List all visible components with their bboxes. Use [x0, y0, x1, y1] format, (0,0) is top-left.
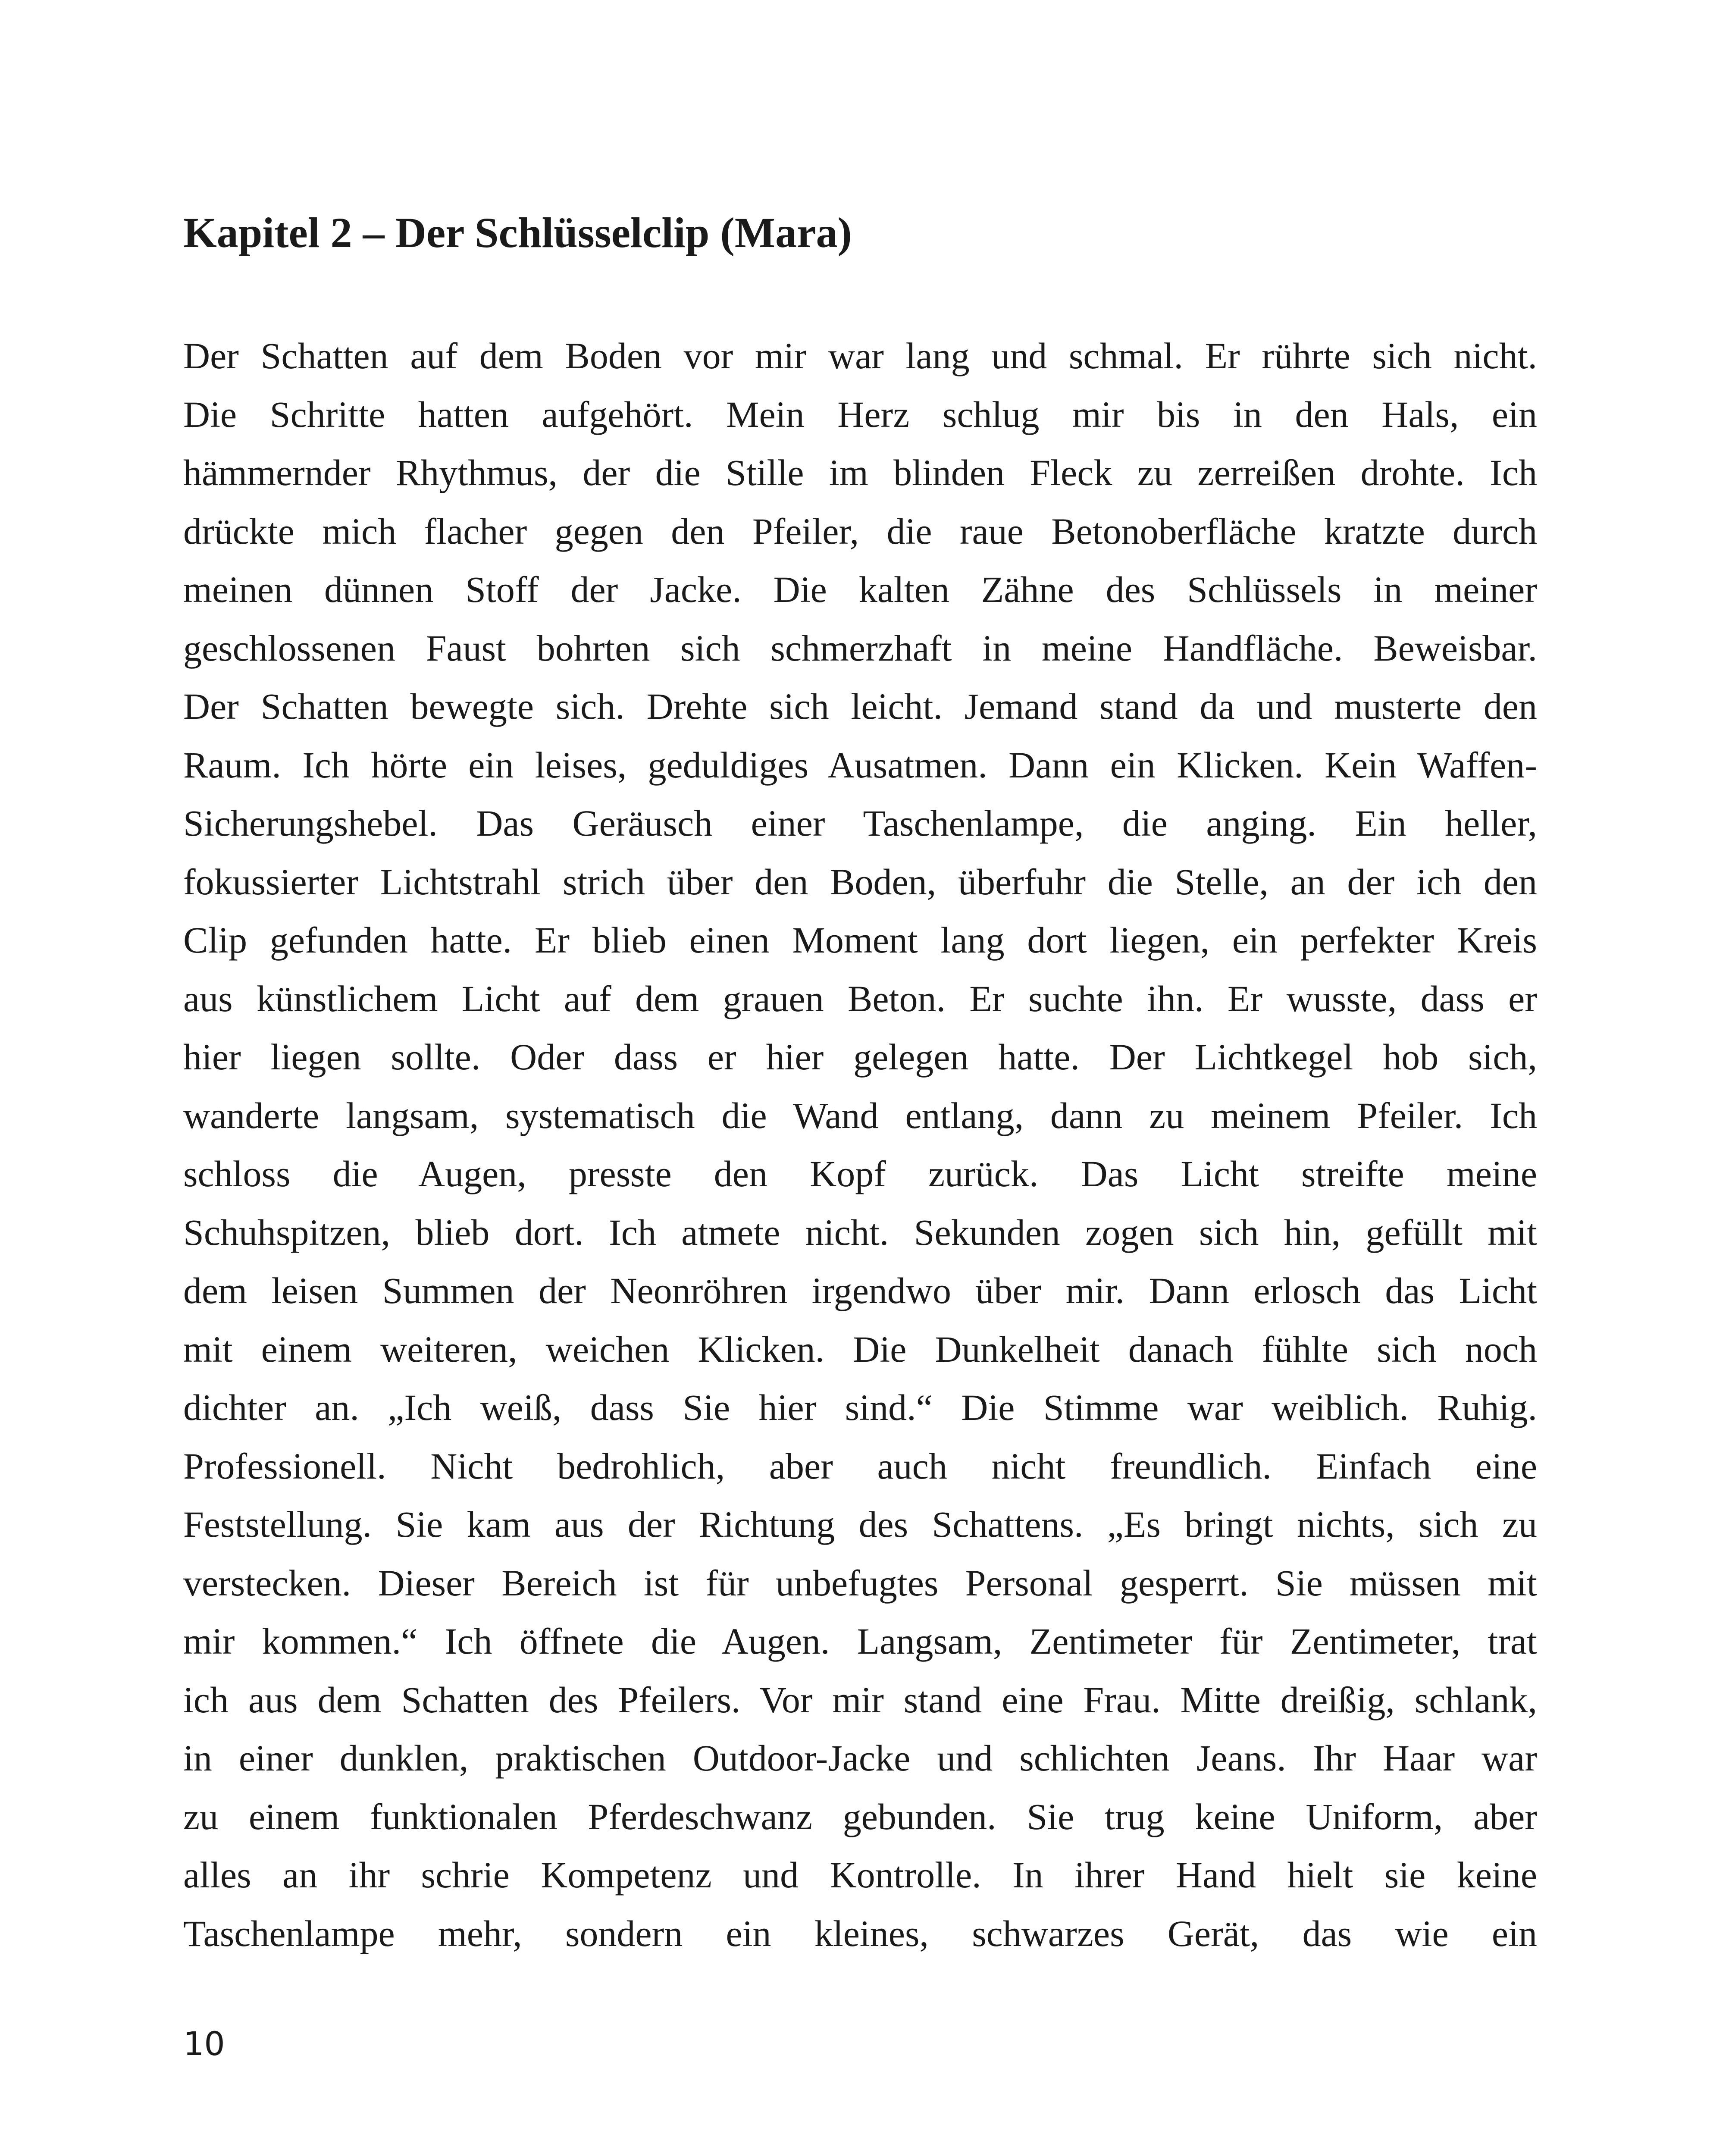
- text-line: Taschenlampe mehr, sondern ein kleines, schwarzes Gerät, das wie ein: [183, 1912, 1537, 1954]
- text-line: alles an ihr schrie Kompetenz und Kontrolle. In ihrer Hand hielt sie keine: [183, 1854, 1537, 1896]
- text-line: Feststellung. Sie kam aus der Richtung des Schattens. „Es bringt nichts, sich zu: [183, 1504, 1537, 1545]
- text-line: Professionell. Nicht bedrohlich, aber auch nicht freundlich. Einfach eine: [183, 1445, 1537, 1487]
- text-line: verstecken. Dieser Bereich ist für unbefugtes Personal gesperrt. Sie müssen mit: [183, 1562, 1537, 1604]
- text-line: drückte mich flacher gegen den Pfeiler, die raue Betonoberfläche kratzte durch: [183, 510, 1537, 552]
- text-line: Die Schritte hatten aufgehört. Mein Herz schlug mir bis in den Hals, ein: [183, 393, 1537, 435]
- text-line: Clip gefunden hatte. Er blieb einen Moment lang dort liegen, ein perfekter Kreis: [183, 919, 1537, 961]
- chapter-title: Kapitel 2 – Der Schlüsselclip (Mara): [183, 209, 852, 257]
- page-number: 10: [183, 2024, 225, 2063]
- text-line: Raum. Ich hörte ein leises, geduldiges Ausatmen. Dann ein Klicken. Kein Waffen-: [183, 744, 1537, 786]
- text-line: fokussierter Lichtstrahl strich über den Boden, überfuhr die Stelle, an der ich den: [183, 861, 1537, 903]
- text-line: meinen dünnen Stoff der Jacke. Die kalten Zähne des Schlüssels in meiner: [183, 569, 1537, 610]
- text-line: hier liegen sollte. Oder dass er hier gelegen hatte. Der Lichtkegel hob sich,: [183, 1036, 1537, 1078]
- text-line: zu einem funktionalen Pferdeschwanz gebunden. Sie trug keine Uniform, aber: [183, 1796, 1537, 1837]
- text-line: schloss die Augen, presste den Kopf zurück. Das Licht streifte meine: [183, 1153, 1537, 1194]
- text-line: ich aus dem Schatten des Pfeilers. Vor mir stand eine Frau. Mitte dreißig, schlank,: [183, 1679, 1537, 1720]
- text-line: aus künstlichem Licht auf dem grauen Beton. Er suchte ihn. Er wusste, dass er: [183, 978, 1537, 1019]
- body-text: [183, 327, 1537, 1963]
- text-line: Schuhspitzen, blieb dort. Ich atmete nicht. Sekunden zogen sich hin, gefüllt mit: [183, 1211, 1537, 1253]
- text-line: wanderte langsam, systematisch die Wand entlang, dann zu meinem Pfeiler. Ich: [183, 1094, 1537, 1136]
- text-line: dem leisen Summen der Neonröhren irgendwo über mir. Dann erlosch das Licht: [183, 1270, 1537, 1311]
- text-line: dichter an. „Ich weiß, dass Sie hier sind.“ Die Stimme war weiblich. Ruhig.: [183, 1387, 1537, 1428]
- text-line: mit einem weiteren, weichen Klicken. Die Dunkelheit danach fühlte sich noch: [183, 1328, 1537, 1370]
- text-line: in einer dunklen, praktischen Outdoor-Jacke und schlichten Jeans. Ihr Haar war: [183, 1737, 1537, 1779]
- text-line: mir kommen.“ Ich öffnete die Augen. Langsam, Zentimeter für Zentimeter, trat: [183, 1620, 1537, 1662]
- text-line: Der Schatten bewegte sich. Drehte sich leicht. Jemand stand da und musterte den: [183, 686, 1537, 727]
- text-line: Sicherungshebel. Das Geräusch einer Taschenlampe, die anging. Ein heller,: [183, 802, 1537, 844]
- text-line: Der Schatten auf dem Boden vor mir war lang und schmal. Er rührte sich nicht.: [183, 335, 1537, 376]
- text-line: geschlossenen Faust bohrten sich schmerzhaft in meine Handfläche. Beweisbar.: [183, 627, 1537, 669]
- text-line: hämmernder Rhythmus, der die Stille im blinden Fleck zu zerreißen drohte. Ich: [183, 452, 1537, 493]
